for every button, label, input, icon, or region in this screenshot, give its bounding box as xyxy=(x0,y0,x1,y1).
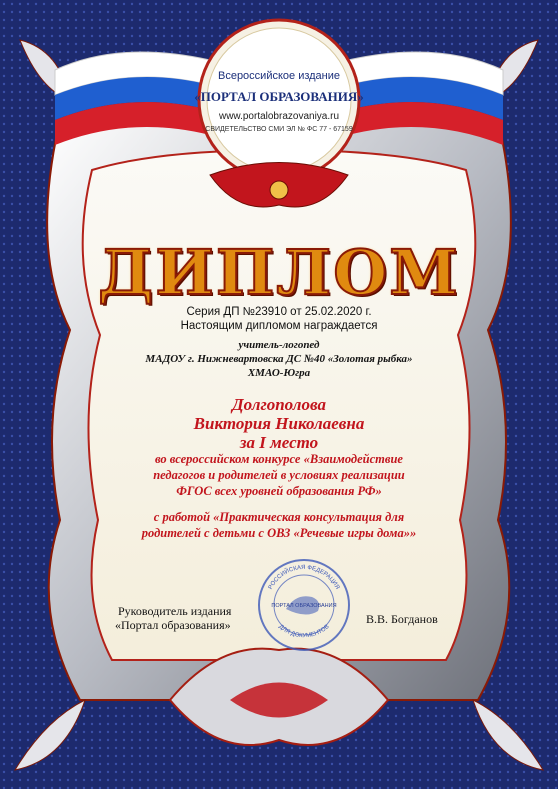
media-license: СВИДЕТЕЛЬСТВО СМИ ЭЛ № ФС 77 - 67159 xyxy=(205,126,353,133)
signatory-role-line1: Руководитель издания xyxy=(118,604,232,618)
svg-text:ДЛЯ ДОКУМЕНТОВ xyxy=(277,624,330,639)
official-stamp xyxy=(256,557,352,653)
publisher-line1: Всероссийское издание xyxy=(217,70,341,82)
award-place: за I место xyxy=(239,433,319,452)
work-title-line-1: с работой «Практическая консультация для xyxy=(153,510,405,524)
series-number: Серия ДП №23910 от 25.02.2020 г. xyxy=(186,306,372,318)
recipient-region: ХМАО-Югра xyxy=(247,367,311,379)
recipient-given-names: Виктория Николаевна xyxy=(193,414,365,433)
signatory-name: В.В. Богданов xyxy=(366,612,438,626)
contest-line-1: во всероссийском конкурсе «Взаимодействие xyxy=(155,452,403,466)
contest-line-3: ФГОС всех уровней образования РФ» xyxy=(176,484,382,498)
contest-line-2: педагогов и родителей в условиях реализации xyxy=(153,468,405,482)
stamp-bottom-text: ДЛЯ ДОКУМЕНТОВ xyxy=(277,623,331,640)
recipient-organization: МАДОУ г. Нижневартовска ДС №40 «Золотая рыбка» xyxy=(145,353,413,365)
publisher-website: www.portalobrazovaniya.ru xyxy=(218,111,340,122)
stamp-ring-text: РОССИЙСКАЯ ФЕДЕРАЦИЯ xyxy=(267,564,341,591)
recipient-surname: Долгополова xyxy=(232,395,326,414)
diploma-title: ДИПЛОМ xyxy=(98,236,460,309)
stamp-center-text: ПОРТАЛ ОБРАЗОВАНИЯ xyxy=(271,603,337,609)
work-title-line-2: родителей с детьми с ОВЗ «Речевые игры дома»» xyxy=(141,526,417,540)
awarded-line: Настоящим дипломом награждается xyxy=(180,320,378,332)
recipient-position: учитель-логопед xyxy=(238,339,320,351)
signatory-role-line2: «Портал образования» xyxy=(115,618,231,632)
publisher-name: «ПОРТАЛ ОБРАЗОВАНИЯ» xyxy=(194,89,364,104)
